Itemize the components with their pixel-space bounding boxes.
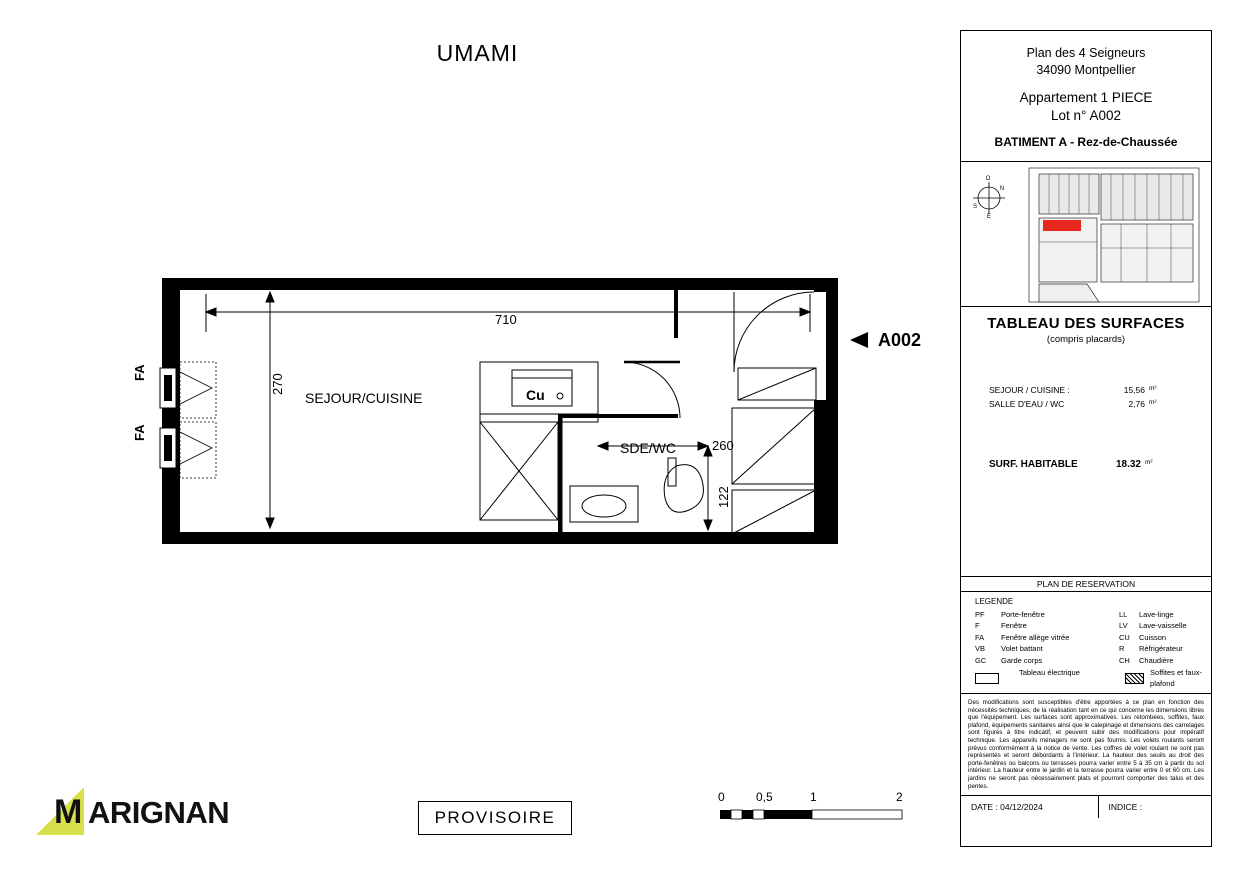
entrance-door-swing xyxy=(734,292,814,372)
floorplan-svg xyxy=(120,250,950,580)
scale-tick-3: 2 xyxy=(896,790,903,804)
surface-total-label: SURF. HABITABLE xyxy=(989,459,1078,470)
lot-marker-label: A002 xyxy=(878,330,922,350)
legend-code: VB xyxy=(975,644,986,653)
provisoire-stamp: PROVISOIRE xyxy=(418,801,572,835)
surface-row-unit: m² xyxy=(1149,385,1157,392)
legend-label: Volet battant xyxy=(1001,644,1043,653)
surface-row xyxy=(961,397,1211,411)
electrical-panel-icon xyxy=(975,673,999,684)
dimension-270 xyxy=(266,292,274,528)
svg-text:E: E xyxy=(986,214,992,220)
legend-label: Tableau électrique xyxy=(1019,668,1080,677)
room-label-sejour-cuisine: SEJOUR/CUISINE xyxy=(305,390,423,406)
page-title: UMAMI xyxy=(436,40,519,66)
legend-label: Chaudière xyxy=(1139,655,1174,665)
legend-code: PF xyxy=(975,609,985,619)
legend-code: GC xyxy=(975,655,987,665)
interior-door-swing xyxy=(624,362,680,418)
panel-footer xyxy=(961,796,1211,818)
panel-header xyxy=(961,31,1211,162)
brand-logo xyxy=(36,785,266,840)
legal-notes: Des modifications sont susceptibles d'être apportées à ce plan en fonction des nécessités techniques, de la réalisation tant en ce qui concerne les dimensions libres que l'équipement. Les surfaces sont approximatives. Les retombées, soffites, faux plafond, équipements sanitaires ainsi que le calepinage et dimensions des carrelages sont figurés à titre indicatif, et peuvent subir des modifications pour impératif technique. Les appareils ménagers ne sont pas fournis. Les volets roulants seront prévus conformément à la notice de vente. Les coffres de volet roulant ne sont pas représentés et seront débordants à l'intérieur. La hauteur des seuils au droit des porte-fenêtres ou balcons ou terrasses pourra varier entre 5 à 35 cm à partir du sol intérieur. La hauteur entre le jardin et la terrasse pourra varier entre 0 et 60 cm. Les jardins ne seront pas nécessairement plats et pourront comporter des talus et des pentes. xyxy=(961,694,1211,796)
soffit-hatch-icon xyxy=(1125,673,1145,684)
apartment-type: Appartement 1 PIECE xyxy=(1019,90,1153,105)
surface-table-title: TABLEAU DES SURFACES xyxy=(987,315,1185,332)
legend-label: Lave-linge xyxy=(1139,609,1174,619)
legend-code: CU xyxy=(1119,632,1130,642)
svg-text:N: N xyxy=(999,186,1005,192)
surface-row-value: 2,76 xyxy=(1128,399,1145,409)
lot-number: Lot n° A002 xyxy=(1051,108,1121,123)
annotation-cu: Cu xyxy=(526,387,545,403)
scale-bar-labels xyxy=(718,790,918,806)
entry-closets xyxy=(732,368,816,534)
legend-title: LEGENDE xyxy=(975,597,1014,606)
dimension-label-710: 710 xyxy=(495,312,517,327)
legend-code: LV xyxy=(1119,621,1128,630)
surface-table xyxy=(961,307,1211,577)
dimension-label-122: 122 xyxy=(716,486,731,508)
svg-text:S: S xyxy=(972,204,978,210)
surface-total-unit: m² xyxy=(1145,459,1153,466)
legend-label: Porte-fenêtre xyxy=(1001,609,1045,619)
legend-label: Fenêtre xyxy=(1001,621,1027,630)
reservation-bar: PLAN DE RESERVATION xyxy=(961,577,1211,592)
annotation-fa-top: FA xyxy=(132,364,147,381)
key-map xyxy=(961,162,1211,307)
svg-text:O: O xyxy=(985,176,991,182)
surface-row-name: SEJOUR / CUISINE : xyxy=(989,385,1070,395)
legend xyxy=(961,592,1211,694)
surface-row-value: 15,56 xyxy=(1123,385,1145,395)
dimension-label-260: 260 xyxy=(712,438,734,453)
address-line-2: 34090 Montpellier xyxy=(1036,63,1136,77)
floorplan-drawing xyxy=(120,250,950,580)
surface-row xyxy=(961,383,1211,397)
address-line-1: Plan des 4 Seigneurs xyxy=(1026,46,1146,60)
surface-row-unit: m² xyxy=(1149,399,1157,406)
scale-tick-1: 0,5 xyxy=(756,790,773,804)
info-panel xyxy=(960,30,1212,847)
legend-code: FA xyxy=(975,632,985,642)
logo-letter: M xyxy=(54,793,83,831)
annotation-fa-bottom: FA xyxy=(132,424,147,441)
legend-label: Cuisson xyxy=(1139,632,1167,642)
surface-row-name: SALLE D'EAU / WC xyxy=(989,399,1065,409)
legend-code: CH xyxy=(1119,655,1130,665)
scale-tick-2: 1 xyxy=(810,790,817,804)
key-map-svg xyxy=(961,162,1211,306)
legend-code: R xyxy=(1119,644,1125,653)
footer-date: DATE : 04/12/2024 xyxy=(961,796,1099,818)
dimension-label-270: 270 xyxy=(270,373,285,395)
legend-label: Soffites et faux-plafond xyxy=(1150,668,1203,688)
window-sash-symbols xyxy=(180,362,216,478)
bathroom-fixtures xyxy=(562,418,703,544)
legend-code: LL xyxy=(1119,609,1128,619)
legend-label: Réfrigérateur xyxy=(1139,644,1183,653)
surface-table-subtitle: (compris placards) xyxy=(1046,334,1126,345)
room-label-sde-wc: SDE/WC xyxy=(620,440,676,456)
bathroom-partitions xyxy=(558,278,678,544)
legend-label: Garde corps xyxy=(1001,655,1043,665)
key-map-highlight xyxy=(1043,220,1081,231)
scale-tick-0: 0 xyxy=(718,790,725,804)
footer-indice: INDICE : xyxy=(1108,802,1143,813)
legend-code: F xyxy=(975,621,980,630)
surface-total-value: 18.32 xyxy=(1115,459,1141,470)
scale-bar xyxy=(718,790,918,835)
scale-bar-graphic xyxy=(718,806,918,828)
legend-label: Fenêtre allège vitrée xyxy=(1001,632,1070,642)
lot-pointer xyxy=(850,332,868,348)
kitchen-furniture xyxy=(480,362,598,520)
logo-word: ARIGNAN xyxy=(88,795,230,830)
dimension-122 xyxy=(704,446,712,530)
building-floor: BATIMENT A - Rez-de-Chaussée xyxy=(994,135,1178,149)
legend-label: Lave-vaisselle xyxy=(1139,621,1187,630)
